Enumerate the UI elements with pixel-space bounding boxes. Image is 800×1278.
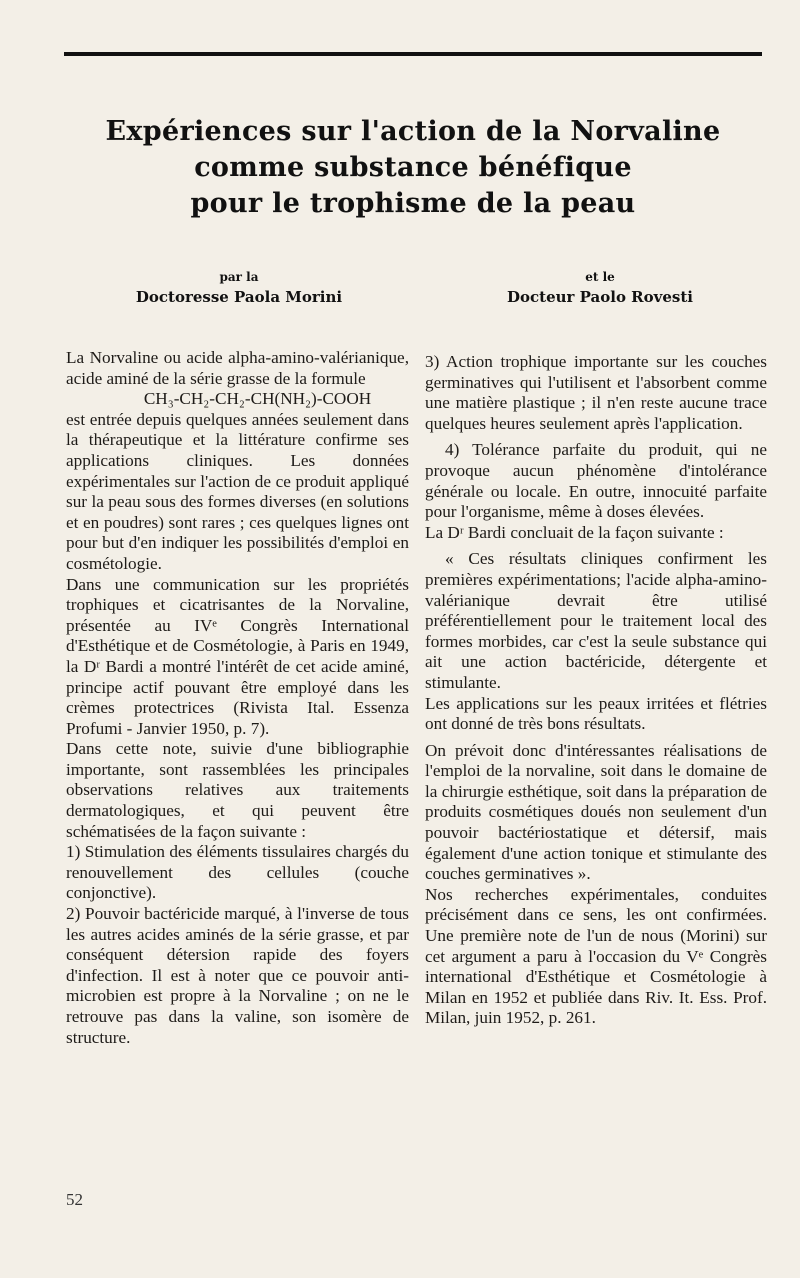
author-left-prefix: par la xyxy=(219,270,259,284)
chemical-formula: CH₃-CH₂-CH₂-CH(NH₂)-COOH xyxy=(143,389,372,409)
title-line-3: pour le trophisme de la peau xyxy=(190,188,636,219)
right-column xyxy=(425,352,767,1029)
paragraph: La Dʳ Bardi concluait de la façon suivante : xyxy=(425,522,724,542)
paragraph: On prévoit donc d'intéressantes réalisations de l'emploi de la norvaline, soit dans le domaine de la chirurgie esthétique, soit dans la préparation de produits cosmétiques doués non seulement d'un pouvoir bactériostatique et détersif, mais également d'une action tonique et stimulante des couches germinatives ». xyxy=(425,740,767,884)
paragraph: Les applications sur les peaux irritées et flétries ont donné de très bons résultats. xyxy=(425,693,767,734)
article-title xyxy=(40,114,786,222)
title-line-1: Expériences sur l'action de la Norvaline xyxy=(105,116,721,147)
list-item: 4) Tolérance parfaite du produit, qui ne provoque aucun phénomène d'intolérance générale ou locale. En outre, innocuité parfaite pour l'organisme, même à doses élevées. xyxy=(425,440,767,522)
author-left-name: Doctoresse Paola Morini xyxy=(135,288,343,306)
author-left xyxy=(64,268,414,308)
author-right-name: Docteur Paolo Rovesti xyxy=(507,288,693,306)
paragraph: La Norvaline ou acide alpha-amino-valérianique, acide aminé de la série grasse de la formule xyxy=(66,348,409,388)
author-right-prefix: et le xyxy=(585,270,615,284)
paragraph: est entrée depuis quelques années seulement dans la thérapeutique et la littérature confirme ses applications cliniques. Les données expérimentales sur l'action de ce produit appliqué sur la peau sous des formes diverses (en solutions et en poudres) sont rares ; ces quelques lignes ont pour but d'en indiquer les possibilités d'emploi en cosmétologie. xyxy=(66,409,409,573)
paragraph: Nos recherches expérimentales, conduites précisément dans ce sens, les ont confirmées. Une première note de l'un de nous (Morini) sur cet argument a paru à l'occasion du Vᵉ Congrès international d'Esthétique et Cosmétologie à Milan en 1952 et publiée dans Riv. It. Ess. Prof. Milan, juin 1952, p. 261. xyxy=(425,884,767,1028)
left-column xyxy=(66,348,409,1048)
list-item: 2) Pouvoir bactéricide marqué, à l'inverse de tous les autres acides aminés de la série grasse, et par conséquent détersion rapide des foyers d'infection. Il est à noter que ce pouvoir anti-microbien est propre à la Norvaline ; on ne le retrouve pas dans la valine, son isomère de structure. xyxy=(66,904,409,1047)
top-rule xyxy=(64,52,762,56)
list-item: 1) Stimulation des éléments tissulaires chargés du renouvellement des cellules (couche conjonctive). xyxy=(66,842,409,903)
page-number: 52 xyxy=(66,1190,83,1209)
quotation: « Ces résultats cliniques confirment les premières expérimentations; l'acide alpha-amino-valérianique devrait être utilisé préférentiellement pour le traitement local des formes morbides, car c'est la seule substance qui ait une action bactéricide, détergente et stimulante. xyxy=(425,549,767,692)
list-item: 3) Action trophique importante sur les couches germinatives qui l'utilisent et l'absorbent comme une matière plastique ; il n'en reste aucune trace quelques heures seulement après l'application. xyxy=(425,352,767,433)
author-right xyxy=(420,268,780,308)
paragraph: Dans une communication sur les propriétés trophiques et cicatrisantes de la Norvaline, présentée au IVᵉ Congrès International d'Esthétique et de Cosmétologie, à Paris en 1949, la Dʳ Bardi a montré l'intérêt de cet acide aminé, principe actif pouvant être employé dans les crèmes protectrices (Rivista Ital. Essenza Profumi - Janvier 1950, p. 7). xyxy=(66,574,409,738)
title-line-2: comme substance bénéfique xyxy=(194,152,632,183)
paragraph: Dans cette note, suivie d'une bibliographie importante, sont rassemblées les principales observations relatives aux traitements dermatologiques, et qui peuvent être schématisées de la façon suivante : xyxy=(66,739,409,841)
